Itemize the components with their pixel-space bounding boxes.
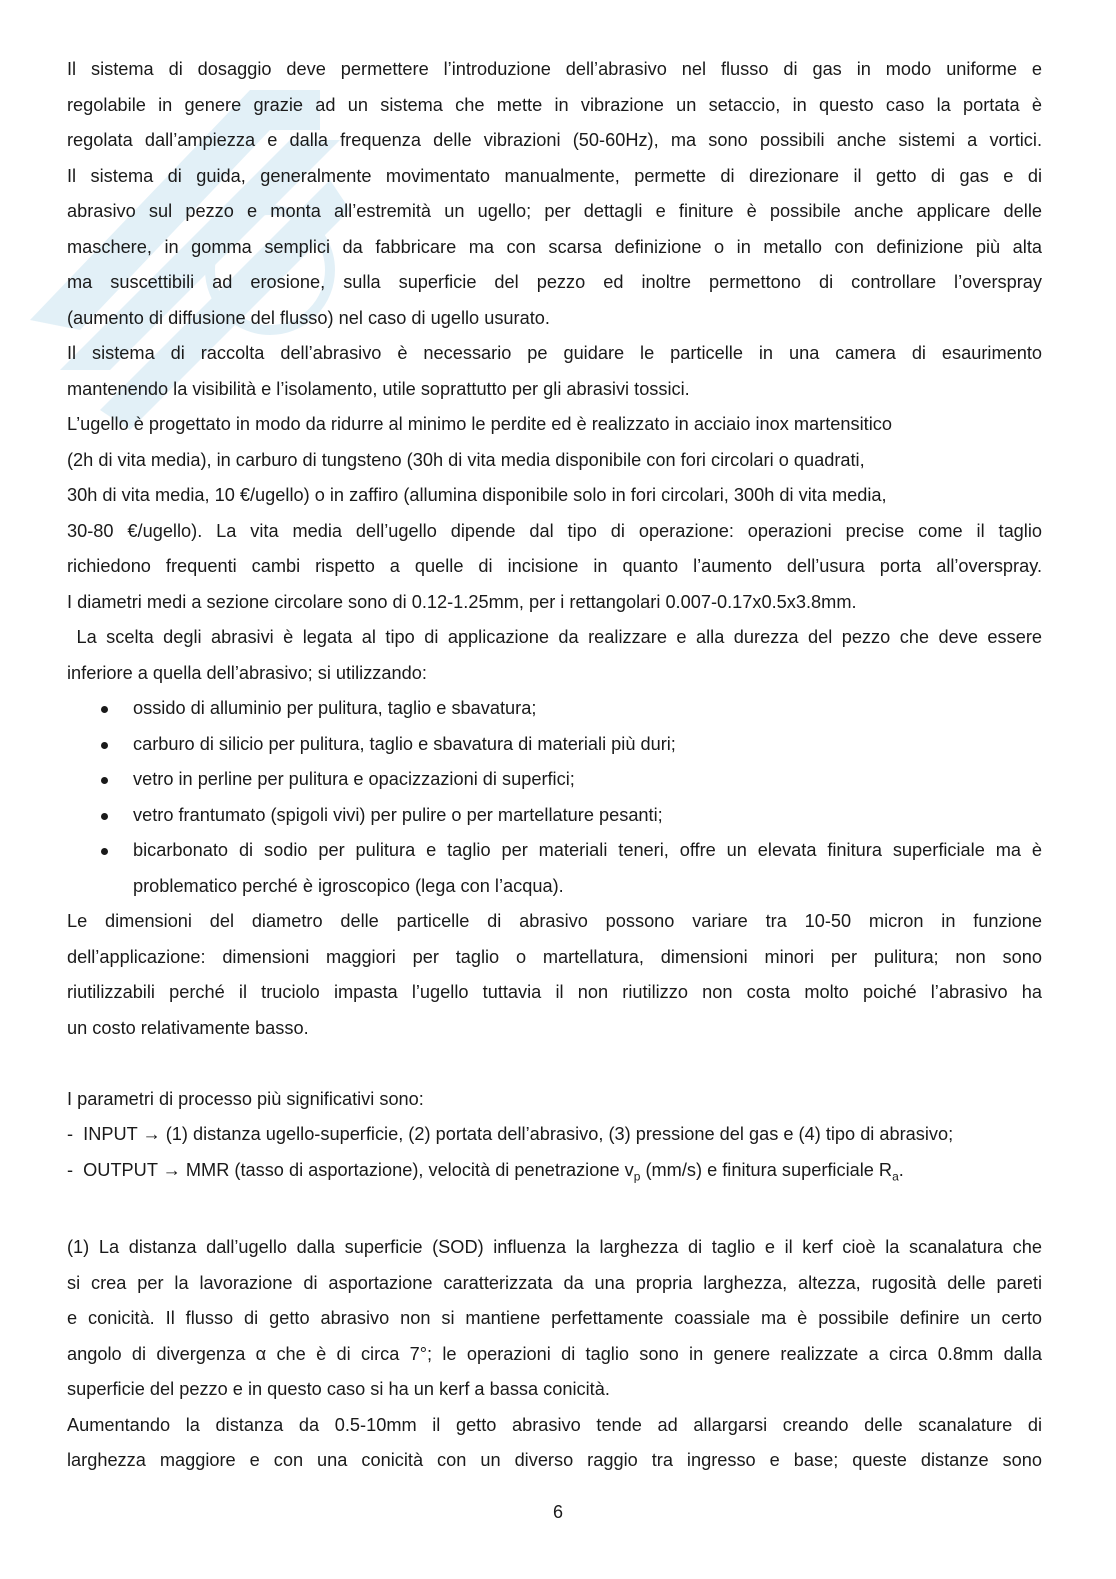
bullet-icon	[101, 777, 108, 784]
paragraph-dimensioni-line: Le dimensioni del diametro delle particelle di abrasivo possono variare tra 10-50 micron in funzione	[67, 911, 1042, 931]
paragraph-dimensioni-line: riutilizzabili perché il truciolo impasta l’ugello tuttavia il non riutilizzo non costa molto poiché l’abrasivo ha	[67, 982, 1042, 1002]
paragraph-raccolta-line: Il sistema di raccolta dell’abrasivo è necessario pe guidare le particelle in una camera di esaurimento	[67, 343, 1042, 363]
parameters-input: - INPUT → (1) distanza ugello-superficie, (2) portata dell’abrasivo, (3) pressione del gas e (4) tipo di abrasivo;	[67, 1124, 954, 1144]
paragraph-distanza-line: si crea per la lavorazione di asportazione caratterizzata da una propria larghezza, altezza, rugosità delle pareti	[67, 1272, 1042, 1293]
paragraph-ugello-line: richiedono frequenti cambi rispetto a quelle di incisione in quanto l’aumento dell’usura porta all’overspray.	[67, 556, 1042, 576]
paragraph-dimensioni-line: un costo relativamente basso.	[67, 1017, 309, 1038]
paragraph-guida-line: maschere, in gomma semplici da fabbricare ma con scarsa definizione o in metallo con definizione più alta	[67, 236, 1042, 257]
paragraph-distanza-line: superficie del pezzo e in questo caso si ha un kerf a bassa conicità.	[67, 1379, 610, 1400]
paragraph-ugello-line: 30-80 €/ugello). La vita media dell’ugello dipende dal tipo di operazione: operazioni precise come il taglio	[67, 520, 1042, 541]
paragraph-guida-line: ma suscettibili ad erosione, sulla superficie del pezzo ed inoltre permettono di controllare l’overspray	[67, 272, 1042, 292]
list-item: carburo di silicio per pulitura, taglio e sbavatura di materiali più duri;	[67, 727, 1042, 763]
paragraph-ugello-line: L’ugello è progettato in modo da ridurre al minimo le perdite ed è realizzato in acciaio inox martensitico	[67, 414, 892, 434]
paragraph-dosaggio-line: Il sistema di dosaggio deve permettere l’introduzione dell’abrasivo nel flusso di gas in modo uniforme e	[67, 59, 1042, 79]
paragraph-ugello-line: 30h di vita media, 10 €/ugello) o in zaffiro (allumina disponibile solo in fori circolari, 300h di vita media,	[67, 485, 887, 505]
list-item: ossido di alluminio per pulitura, taglio e sbavatura;	[67, 691, 1042, 727]
parameters-intro: I parametri di processo più significativi sono:	[67, 1088, 424, 1109]
bullet-icon	[101, 848, 108, 855]
paragraph-guida-line: (aumento di diffusione del flusso) nel caso di ugello usurato.	[67, 307, 550, 328]
page-number: 6	[552, 1502, 563, 1522]
paragraph-guida-line: abrasivo sul pezzo e monta all’estremità un ugello; per dettagli e finiture è possibile anche applicare delle	[67, 201, 1042, 221]
paragraph-dimensioni-line: dell’applicazione: dimensioni maggiori per taglio o martellatura, dimensioni minori per pulitura; non sono	[67, 946, 1042, 967]
bullet-icon	[101, 742, 108, 749]
document-body	[67, 52, 1042, 1479]
parameters-output: - OUTPUT → MMR (tasso di asportazione), velocità di penetrazione $v_p$ (mm/s) e finitura superficiale $R_a$.	[67, 1159, 904, 1184]
paragraph-raccolta-line: mantenendo la visibilità e l’isolamento, utile soprattutto per gli abrasivi tossici.	[67, 378, 690, 399]
paragraph-dosaggio-line: regolabile in genere grazie ad un sistema che mette in vibrazione un setaccio, in questo caso la portata è	[67, 94, 1042, 115]
paragraph-aumentando-line: larghezza maggiore e con una conicità con un diverso raggio tra ingresso e base; queste distanze sono	[67, 1450, 1042, 1471]
paragraph-aumentando-line: Aumentando la distanza da 0.5-10mm il getto abrasivo tende ad allargarsi creando delle scanalature di	[67, 1414, 1042, 1435]
list-item: vetro in perline per pulitura e opacizzazioni di superfici;	[67, 762, 1042, 798]
paragraph-guida-line: Il sistema di guida, generalmente movimentato manualmente, permette di direzionare il getto di gas e di	[67, 165, 1042, 186]
paragraph-ugello-line: I diametri medi a sezione circolare sono di 0.12-1.25mm, per i rettangolari 0.007-0.17x0.5x3.8mm.	[67, 591, 857, 612]
bullet-icon	[101, 706, 108, 713]
spacer	[67, 1046, 1042, 1082]
paragraph-distanza-line: e conicità. Il flusso di getto abrasivo non si mantiene perfettamente coassiale ma è possibile definire un certo	[67, 1308, 1042, 1329]
paragraph-distanza-line: (1) La distanza dall’ugello dalla superficie (SOD) influenza la larghezza di taglio e il kerf cioè la scanalatura che	[67, 1237, 1042, 1258]
paragraph-ugello-line: (2h di vita media), in carburo di tungsteno (30h di vita media disponibile con fori circolari o quadrati,	[67, 449, 865, 470]
paragraph-distanza-line: angolo di divergenza α che è di circa 7°; le operazioni di taglio sono in genere realizzate a circa 0.8mm dalla	[67, 1343, 1042, 1364]
list-item: vetro frantumato (spigoli vivi) per pulire o per martellature pesanti;	[67, 798, 1042, 834]
paragraph-abrasivi-line: inferiore a quella dell’abrasivo; si utilizzando:	[67, 662, 427, 683]
abrasives-list	[67, 691, 1042, 904]
paragraph-dosaggio-line: regolata dall’ampiezza e dalla frequenza delle vibrazioni (50-60Hz), ma sono possibili anche sistemi a vortici.	[67, 130, 1042, 150]
bullet-icon	[101, 813, 108, 820]
paragraph-abrasivi-line: La scelta degli abrasivi è legata al tipo di applicazione da realizzare e alla durezza del pezzo che deve essere	[67, 627, 1042, 647]
spacer	[67, 1195, 1042, 1231]
list-item: bicarbonato di sodio per pulitura e taglio per materiali teneri, offre un elevata finitura superficiale ma è problematico perché è igroscopico (lega con l’acqua).	[67, 833, 1042, 904]
